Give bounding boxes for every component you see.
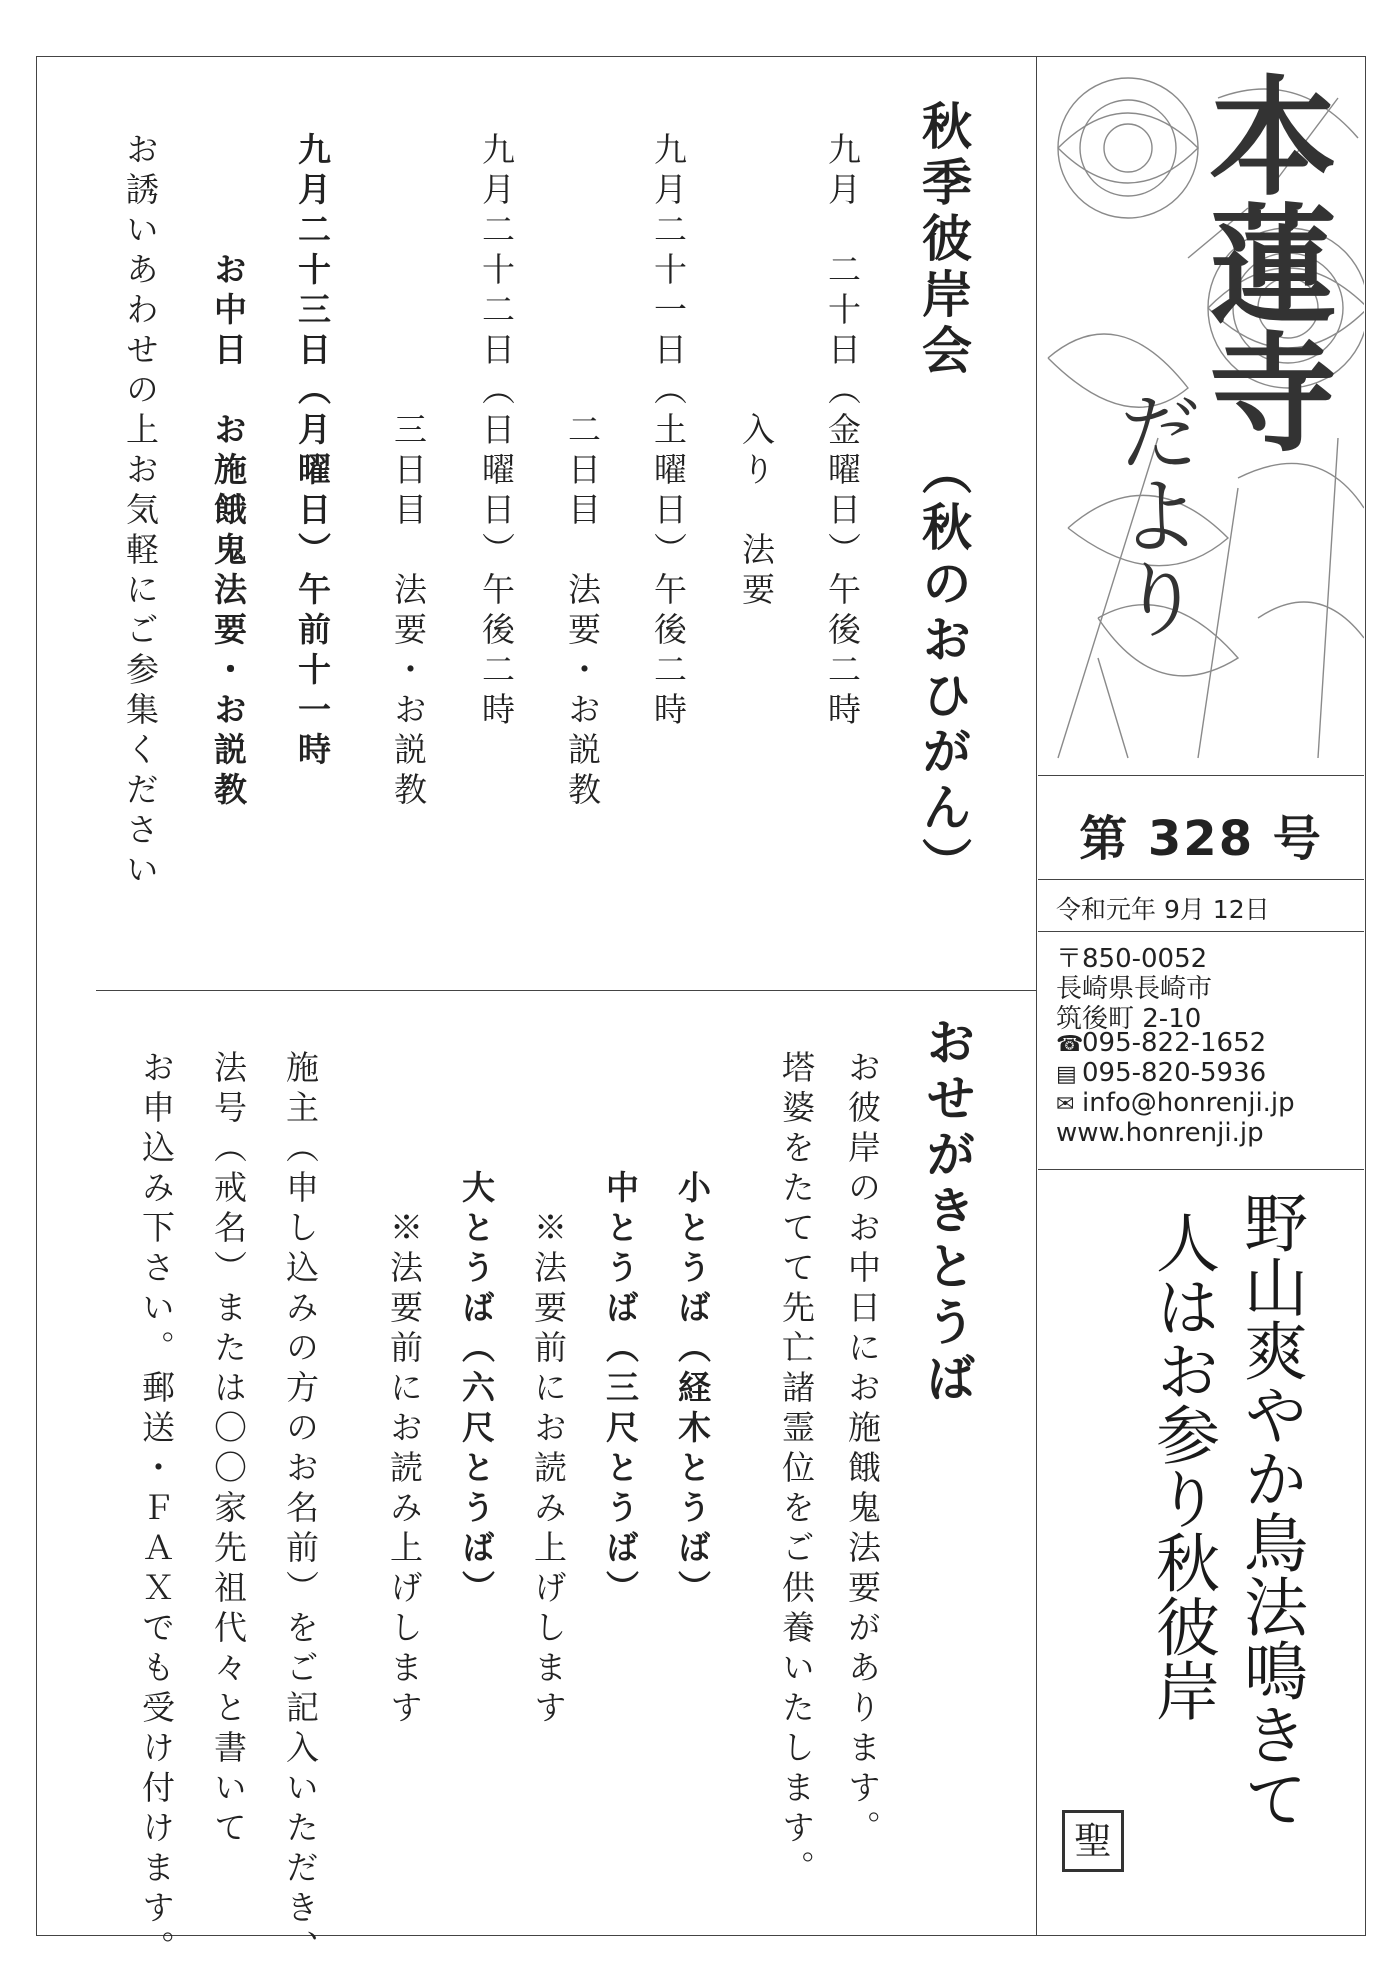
higan-line: 九月二十三日（月曜日）午前十一時: [293, 132, 332, 772]
osegaki-line: お彼岸のお中日にお施餓鬼法要があります。: [843, 1050, 882, 1850]
address-line-2: 筑後町 2-10: [1056, 1004, 1202, 1034]
poem-line-1: 野山爽やか鳥法鳴きて: [1233, 1190, 1307, 1830]
poem-box: [1038, 1170, 1364, 1930]
masthead: [1038, 58, 1364, 776]
osegaki-line: 中とうば（三尺とうば）: [601, 1050, 640, 1610]
higan-line: お中日 お施餓鬼法要・お説教: [209, 132, 248, 812]
higan-line: 入り 法要: [737, 132, 776, 612]
column-divider: [1036, 56, 1037, 1936]
osegaki-title: おせがきとうば: [918, 1016, 977, 1408]
osegaki-line: 塔婆をたてて先亡諸霊位をご供養いたします。: [777, 1050, 816, 1890]
section-divider: [96, 990, 1036, 991]
higan-line: お誘いあわせの上お気軽にご参集ください: [121, 132, 160, 892]
newsletter-title: 本蓮寺: [1187, 70, 1337, 454]
higan-line: 九月二十二日（日曜日）午後二時: [477, 132, 516, 732]
fax-number: 095-820-5936: [1082, 1058, 1267, 1088]
address-line-1: 長崎県長崎市: [1056, 974, 1213, 1004]
seal-stamp: 聖: [1062, 1810, 1124, 1872]
issue-box: [1038, 776, 1364, 880]
date-box: [1038, 880, 1364, 932]
osegaki-line: お申込み下さい。郵送・ＦＡＸでも受け付けます。: [137, 1050, 176, 1970]
higan-title: 秋季彼岸会 （秋のおひがん）: [914, 100, 973, 893]
mail-icon: ✉: [1056, 1092, 1075, 1117]
higan-line: 二日目 法要・お説教: [563, 132, 602, 812]
higan-line: 九月 二十日（金曜日）午後二時: [823, 132, 862, 732]
osegaki-line: 小とうば（経木とうば）: [673, 1050, 712, 1610]
osegaki-line: ※法要前にお読み上げします: [529, 1050, 568, 1730]
newsletter-subtitle: だより: [1105, 388, 1203, 640]
phone-icon: ☎: [1056, 1032, 1084, 1057]
postal-code: 〒850-0052: [1056, 944, 1208, 974]
contact-box: [1038, 932, 1364, 1170]
issue-date: 令和元年 9月 12日: [1056, 895, 1270, 924]
higan-line: 三日目 法要・お説教: [389, 132, 428, 812]
osegaki-line: 大とうば（六尺とうば）: [457, 1050, 496, 1610]
phone-number: 095-822-1652: [1082, 1028, 1267, 1058]
poem-line-2: 人はお参り秋彼岸: [1145, 1210, 1219, 1722]
issue-number: 第 328 号: [1079, 811, 1323, 867]
higan-line: 九月二十一日（土曜日）午後二時: [649, 132, 688, 732]
website-url[interactable]: www.honrenji.jp: [1056, 1118, 1264, 1148]
osegaki-line: 施主（申し込みの方のお名前）をご記入いただき、: [281, 1050, 320, 1970]
osegaki-line: ※法要前にお読み上げします: [385, 1050, 424, 1730]
email-address[interactable]: info@honrenji.jp: [1082, 1088, 1295, 1118]
fax-icon: ▤: [1056, 1062, 1077, 1087]
osegaki-line: 法号（戒名）または〇〇家先祖代々と書いて: [209, 1050, 248, 1850]
